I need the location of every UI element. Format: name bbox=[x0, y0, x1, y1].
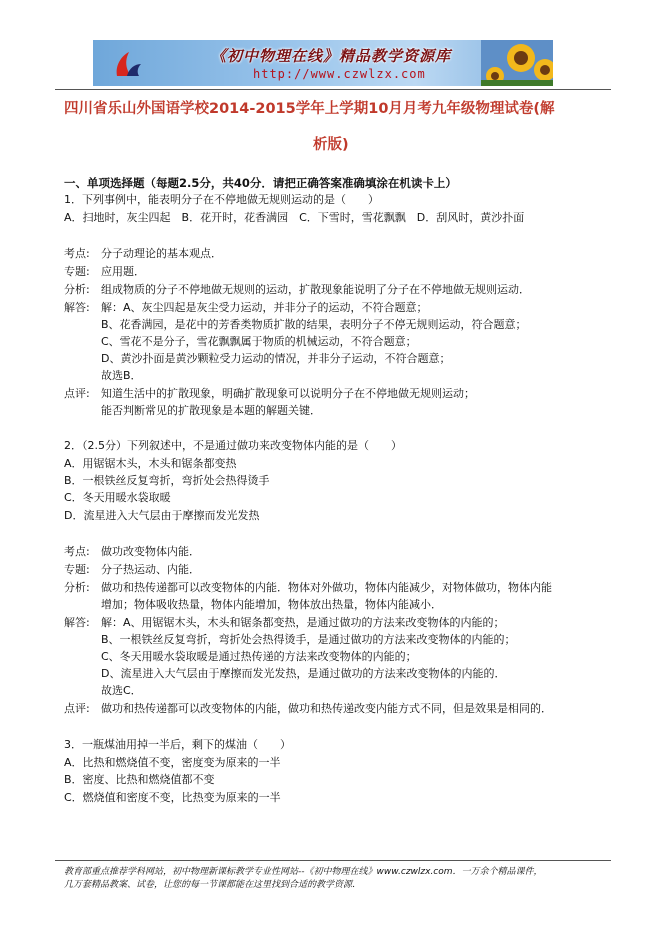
q1-kaodian bbox=[64, 246, 222, 262]
header-banner bbox=[93, 40, 553, 86]
header-divider bbox=[55, 89, 611, 90]
q2-option-a: A．用锯锯木头，木头和锯条都变热 bbox=[64, 457, 237, 470]
q1-options: A．扫地时，灰尘四起 B．花开时，花香满园 C．下雪时，雪花飘飘 D．刮风时，黄沙扑面 bbox=[64, 211, 525, 224]
q1-jieda-line: B、花香满园，是花中的芳香类物质扩散的结果，表明分子不停无规则运动，符合题意； bbox=[101, 318, 527, 331]
q2-jieda-line: B、一根铁丝反复弯折，弯折处会热得烫手，是通过做功的方法来改变物体的内能的； bbox=[101, 633, 516, 646]
section-heading: 一、单项选择题（每题2.5分，共40分．请把正确答案准确填涂在机读卡上） bbox=[64, 176, 457, 190]
value: 解：A、灰尘四起是灰尘受力运动，并非分子的运动，不符合题意； bbox=[101, 301, 428, 314]
q3-option-a: A．比热和燃烧值不变，密度变为原来的一半 bbox=[64, 756, 281, 769]
label: 专题: bbox=[64, 563, 90, 576]
q2-fenxi bbox=[64, 580, 552, 596]
label: 分析: bbox=[64, 283, 90, 296]
q2-option-d: D．流星进入大气层由于摩擦而发光发热 bbox=[64, 509, 260, 522]
label: 点评: bbox=[64, 702, 90, 715]
value: 组成物质的分子不停地做无规则的运动，扩散现象能说明了分子在不停地做无规则运动． bbox=[101, 283, 530, 296]
document-title-continued: 析版) bbox=[313, 137, 349, 153]
label: 解答: bbox=[64, 301, 90, 314]
q2-jieda-line: 故选C． bbox=[101, 684, 142, 697]
value: 做功和热传递都可以改变物体的内能，做功和热传递改变内能方式不同，但是效果是相同的． bbox=[101, 702, 552, 715]
q2-fenxi-line: 增加；物体吸收热量，物体内能增加，物体放出热量，物体内能减小． bbox=[101, 598, 442, 611]
value: 知道生活中的扩散现象，明确扩散现象可以说明分子在不停地做无规则运动； bbox=[101, 387, 475, 400]
q1-fenxi bbox=[64, 282, 530, 298]
value: 分子热运动、内能． bbox=[101, 563, 200, 576]
q1-zhuanti bbox=[64, 264, 145, 280]
value: 解：A、用锯锯木头，木头和锯条都变热，是通过做功的方法来改变物体的内能的； bbox=[101, 616, 505, 629]
label: 考点: bbox=[64, 247, 90, 260]
q2-jieda bbox=[64, 615, 505, 631]
site-logo-icon bbox=[109, 46, 145, 82]
value: 做功改变物体内能． bbox=[101, 545, 200, 558]
banner-url[interactable]: http://www.czwlzx.com bbox=[253, 67, 426, 81]
q3-option-b: B．密度、比热和燃烧值都不变 bbox=[64, 773, 215, 786]
q1-jieda bbox=[64, 300, 428, 316]
label: 点评: bbox=[64, 387, 90, 400]
q1-dianping bbox=[64, 386, 475, 402]
label: 分析: bbox=[64, 581, 90, 594]
q1-jieda-line: D、黄沙扑面是黄沙颗粒受力运动的情况，并非分子运动，不符合题意； bbox=[101, 352, 451, 365]
label: 考点: bbox=[64, 545, 90, 558]
sunflower-icon bbox=[481, 40, 553, 86]
q2-jieda-line: C、冬天用暖水袋取暖是通过热传递的方法来改变物体的内能的； bbox=[101, 650, 417, 663]
q3-option-c: C．燃烧值和密度不变，比热变为原来的一半 bbox=[64, 791, 281, 804]
value: 应用题． bbox=[101, 265, 145, 278]
value: 分子动理论的基本观点． bbox=[101, 247, 222, 260]
q1-dianping-line: 能否判断常见的扩散现象是本题的解题关键． bbox=[101, 404, 321, 417]
footer-line: 教育部重点推荐学科网站，初中物理新课标教学专业性网站--《初中物理在线》www.czwlzx.com．一万余个精品课件， bbox=[64, 867, 543, 877]
q3-stem: 3．一瓶煤油用掉一半后，剩下的煤油（ ） bbox=[64, 738, 291, 751]
value: 做功和热传递都可以改变物体的内能．物体对外做功，物体内能减少，对物体做功，物体内能 bbox=[101, 581, 552, 594]
banner-title: 《初中物理在线》精品教学资源库 bbox=[211, 47, 452, 65]
label: 解答: bbox=[64, 616, 90, 629]
q2-dianping bbox=[64, 701, 552, 717]
q2-kaodian bbox=[64, 544, 200, 560]
document-title: 四川省乐山外国语学校2014-2015学年上学期10月月考九年级物理试卷(解 bbox=[64, 101, 555, 117]
q1-stem: 1．下列事例中，能表明分子在不停地做无规则运动的是（ ） bbox=[64, 193, 379, 206]
q2-option-c: C．冬天用暖水袋取暖 bbox=[64, 491, 171, 504]
q1-jieda-line: C、雪花不是分子，雪花飘飘属于物质的机械运动，不符合题意； bbox=[101, 335, 417, 348]
q2-option-b: B．一根铁丝反复弯折，弯折处会热得烫手 bbox=[64, 474, 270, 487]
q2-zhuanti bbox=[64, 562, 200, 578]
footer-divider bbox=[55, 860, 611, 861]
q1-jieda-line: 故选B． bbox=[101, 369, 142, 382]
label: 专题: bbox=[64, 265, 90, 278]
q2-jieda-line: D、流星进入大气层由于摩擦而发光发热，是通过做功的方法来改变物体的内能的． bbox=[101, 667, 506, 680]
q2-stem: 2．（2.5分）下列叙述中，不是通过做功来改变物体内能的是（ ） bbox=[64, 439, 402, 452]
footer-line: 几万套精品教案、试卷，让您的每一节课都能在这里找到合适的教学资源． bbox=[64, 880, 362, 890]
